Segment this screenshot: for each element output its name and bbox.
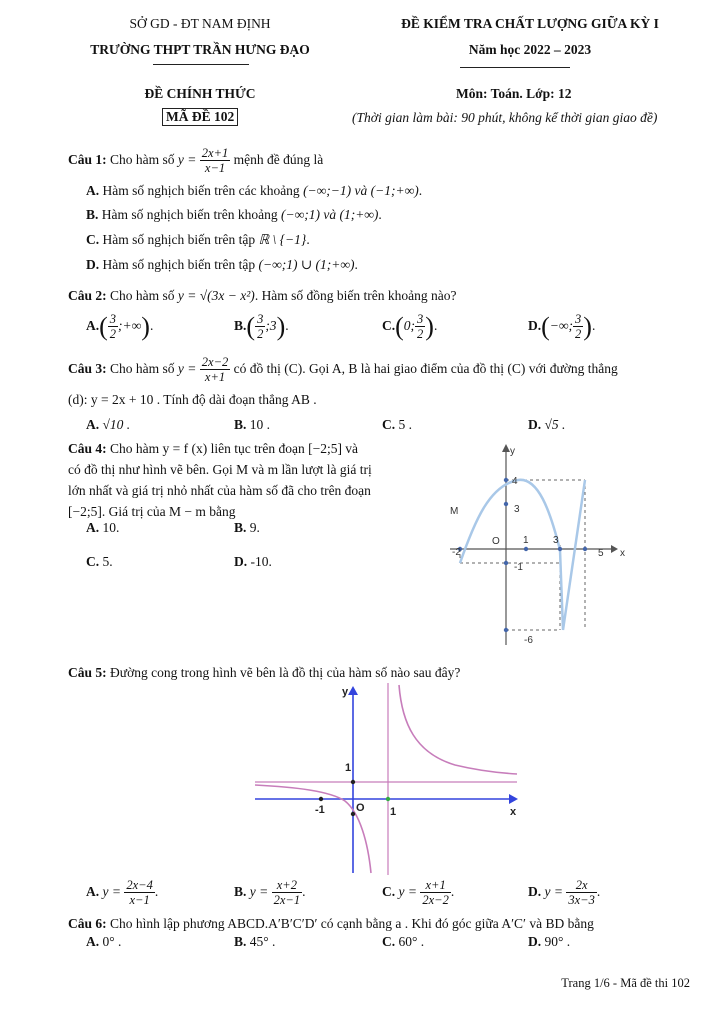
q2-option-d-den: 2 [575, 327, 582, 342]
q5-option-d-fn: y = [544, 884, 563, 899]
q1-option-c[interactable] [86, 232, 310, 248]
q4-line-4: [−2;5]. Giá trị của M − m bằng [68, 504, 236, 519]
q2-option-c-head: 0; [403, 318, 416, 333]
q2-option-b-label: B. [234, 318, 247, 333]
q4-curve [460, 480, 585, 630]
q2-option-b[interactable]: B.( $\frac{3}{2}$ ;3). [234, 311, 289, 342]
q5-option-a-fn: y = [102, 884, 121, 899]
q4-point-x1 [524, 547, 528, 551]
q1-option-d-end: . [354, 257, 358, 272]
q4-point-x5 [583, 547, 587, 551]
q3-option-d[interactable] [528, 417, 565, 433]
q1-option-c-label: C. [86, 232, 100, 247]
q1-option-a-text: Hàm số nghịch biến trên các khoảng [102, 183, 300, 198]
q4-graph [430, 440, 630, 652]
q5-option-b-fn: y = [249, 884, 269, 899]
q5-option-a-num: 2x−4 [126, 878, 153, 893]
q6-option-c[interactable] [382, 934, 424, 950]
q5-option-b-den: 2x−1 [273, 893, 301, 908]
q4-label: Câu 4: [68, 441, 107, 456]
q3-option-d-label: D. [528, 417, 542, 432]
q1-option-b-label: B. [86, 207, 99, 222]
q3-num: 2x−2 [201, 355, 229, 370]
q2-fn: y = √(3x − x²) [177, 288, 255, 303]
official-label: ĐỀ CHÍNH THỨC [144, 86, 256, 101]
q5-label-O: O [356, 802, 365, 814]
q4-option-d[interactable] [234, 554, 272, 570]
q6-stem [68, 916, 594, 932]
page-footer: Trang 1/6 - Mã đề thi 102 [561, 976, 690, 990]
q3-fn-y: y = [177, 361, 197, 376]
q3-pre: Cho hàm số [110, 361, 175, 376]
q5-stem [68, 665, 460, 681]
q4-label-3x: 3 [553, 535, 559, 546]
q5-y-arrow [348, 686, 358, 695]
q2-option-a[interactable]: A.( $\frac{3}{2}$ ;+∞). [86, 311, 154, 342]
q4-label-x: x [620, 548, 625, 559]
q4-label-neg1: -1 [514, 562, 523, 573]
q2-option-c-num: 3 [417, 312, 424, 327]
time-note: (Thời gian làm bài: 90 phút, không kể thời gian giao đề) [352, 110, 658, 125]
q6-option-c-label: C. [382, 934, 396, 949]
q2-option-a-tail: ;+∞ [118, 318, 142, 333]
q2-option-d-label: D. [528, 318, 542, 333]
q5-option-c-num: x+1 [420, 878, 450, 893]
q3-option-b-text: 10 . [249, 417, 271, 432]
q6-option-b-text: 45° . [249, 934, 276, 949]
q5-option-c[interactable]: C. y = $\frac{x+1}{2x-2}$ . [382, 878, 455, 908]
q4-stem [68, 438, 414, 522]
school-year: Năm học 2022 – 2023 [468, 42, 592, 57]
q5-label-1y: 1 [345, 762, 352, 774]
q6-option-d-label: D. [528, 934, 542, 949]
q5-option-d-den: 3x−3 [568, 893, 595, 908]
q1-option-b[interactable] [86, 207, 382, 223]
subject: Môn: Toán. Lớp: 12 [456, 86, 572, 101]
q5-option-b-label: B. [234, 884, 247, 899]
q5-option-b-num: x+2 [272, 878, 302, 893]
q2-option-c-den: 2 [417, 327, 424, 342]
q1-option-d[interactable] [86, 257, 358, 273]
q5-point-intercept [351, 812, 355, 816]
q4-option-d-text: -10. [250, 554, 272, 569]
q1-option-c-end: . [306, 232, 310, 247]
q2-post: . Hàm số đồng biến trên khoảng nào? [254, 288, 457, 303]
q4-x-arrow [611, 545, 618, 553]
q4-option-a[interactable] [86, 520, 119, 536]
q3-stem [68, 352, 618, 386]
q1-option-a-label: A. [86, 183, 100, 198]
q5-right-branch [399, 685, 517, 774]
q2-option-a-label: A. [86, 318, 100, 333]
q6-option-a-text: 0° . [102, 934, 122, 949]
q5-option-d[interactable]: D. y = $\frac{2x}{3x-3}$ . [528, 878, 601, 908]
q3-option-c-label: C. [382, 417, 396, 432]
dept-name: SỞ GD - ĐT NAM ĐỊNH [129, 16, 271, 31]
q1-fn-y: y = [177, 152, 197, 167]
q1-pre: Cho hàm số [110, 152, 175, 167]
q4-option-b-label: B. [234, 520, 247, 535]
q1-post: mệnh đề đúng là [233, 152, 324, 167]
q4-point-neg6 [504, 628, 508, 632]
q6-text: Cho hình lập phương ABCD.A′B′C′D′ có cạnh bằng a . Khi đó góc giữa A′C′ và BD bằng [110, 916, 594, 931]
q5-point-1x [386, 797, 390, 801]
q4-label-5: 5 [598, 548, 604, 559]
q3-option-a-text: √10 . [102, 417, 131, 432]
q5-label-x: x [510, 806, 517, 818]
q2-option-b-num: 3 [257, 312, 264, 327]
q3-line2: (d): y = 2x + 10 . Tính độ dài đoạn thẳng AB . [68, 392, 317, 407]
q6-option-b-label: B. [234, 934, 247, 949]
q5-option-c-label: C. [382, 884, 396, 899]
q6-option-d[interactable] [528, 934, 570, 950]
q3-fraction [200, 355, 230, 384]
exam-code: MÃ ĐỀ 102 [162, 108, 238, 126]
q1-stem [68, 143, 323, 177]
q4-option-b[interactable] [234, 520, 260, 536]
q2-option-b-den: 2 [257, 327, 264, 342]
q5-x-arrow [509, 794, 518, 804]
q6-label: Câu 6: [68, 916, 107, 931]
q4-option-b-text: 9. [249, 520, 260, 535]
q4-option-a-label: A. [86, 520, 100, 535]
q1-num: 2x+1 [201, 146, 229, 161]
q1-option-b-math: (−∞;1) và (1;+∞) [280, 207, 379, 222]
q3-den: x+1 [204, 370, 226, 385]
q1-label: Câu 1: [68, 152, 107, 167]
q4-label-M: M [450, 506, 459, 517]
header-divider-right [460, 67, 570, 68]
q3-option-d-text: √5 . [544, 417, 566, 432]
q5-point-neg1 [319, 797, 323, 801]
q4-label-3y: 3 [514, 504, 520, 515]
q3-post: có đồ thị (C). Gọi A, B là hai giao điểm của đồ thị (C) với đường thẳng [233, 361, 618, 376]
q1-option-b-end: . [378, 207, 382, 222]
q5-label-1x: 1 [390, 806, 397, 818]
q1-option-c-math: ℝ \ {−1} [258, 232, 307, 247]
q5-label-neg1: -1 [315, 804, 325, 816]
q3-option-c-text: 5 . [398, 417, 412, 432]
q4-line-2: có đồ thị như hình vẽ bên. Gọi M và m lần lượt là giá trị [68, 462, 372, 477]
q5-option-a[interactable]: A. y = $\frac{2x-4}{x-1}$ . [86, 878, 159, 908]
header-divider-left [153, 64, 249, 65]
q4-point-neg1 [504, 561, 508, 565]
q3-option-a-label: A. [86, 417, 100, 432]
q5-option-c-den: 2x−2 [422, 893, 449, 908]
q1-option-d-math: (−∞;1) ∪ (1;+∞) [258, 257, 355, 272]
q4-label-4: 4 [512, 476, 518, 487]
q4-line-3: lớn nhất và giá trị nhỏ nhất của hàm số đã cho trên đoạn [68, 483, 371, 498]
q4-label-neg2: -2 [452, 547, 461, 558]
q4-label-1: 1 [523, 535, 529, 546]
q1-option-b-text: Hàm số nghịch biến trên khoảng [101, 207, 278, 222]
q3-label: Câu 3: [68, 361, 107, 376]
q3-option-a[interactable] [86, 417, 130, 433]
q2-option-c[interactable]: C.(0; $\frac{3}{2}$ ). [382, 311, 438, 342]
q2-option-d[interactable]: D.(−∞; $\frac{3}{2}$ ). [528, 311, 596, 342]
q4-option-c-text: 5. [102, 554, 113, 569]
q4-option-a-text: 10. [102, 520, 120, 535]
q2-pre: Cho hàm số [110, 288, 175, 303]
q1-option-a-math: (−∞;−1) và (−1;+∞) [303, 183, 419, 198]
q2-option-d-num: 3 [575, 312, 582, 327]
q4-point-3 [504, 502, 508, 506]
q1-fraction [200, 146, 230, 175]
q4-label-O: O [492, 536, 500, 547]
q4-option-d-label: D. [234, 554, 248, 569]
q5-label: Câu 5: [68, 665, 107, 680]
q5-label-y: y [342, 686, 349, 698]
q5-option-c-fn: y = [398, 884, 417, 899]
q4-point-x3 [558, 547, 562, 551]
q5-option-a-label: A. [86, 884, 100, 899]
q1-option-d-text: Hàm số nghịch biến trên tập [102, 257, 256, 272]
q6-option-a[interactable] [86, 934, 121, 950]
q6-option-c-text: 60° . [398, 934, 425, 949]
school-name: TRƯỜNG THPT TRẦN HƯNG ĐẠO [90, 42, 310, 57]
q5-text: Đường cong trong hình vẽ bên là đồ thị của hàm số nào sau đây? [110, 665, 461, 680]
q2-label: Câu 2: [68, 288, 107, 303]
q2-option-c-label: C. [382, 318, 396, 333]
exam-title: ĐỀ KIỂM TRA CHẤT LƯỢNG GIỮA KỲ I [401, 16, 659, 31]
q4-label-y: y [510, 446, 515, 457]
q5-graph [255, 683, 525, 875]
q1-option-c-text: Hàm số nghịch biến trên tập [102, 232, 256, 247]
q1-den: x−1 [204, 161, 226, 176]
q3-option-c[interactable] [382, 417, 412, 433]
q4-option-c[interactable] [86, 554, 113, 570]
q6-option-b[interactable] [234, 934, 275, 950]
q4-line-1: Cho hàm y = f (x) liên tục trên đoạn [−2;5] và [110, 441, 359, 456]
q2-option-b-tail: ;3 [265, 318, 277, 333]
q1-option-d-label: D. [86, 257, 100, 272]
q5-option-d-label: D. [528, 884, 542, 899]
q4-point-4 [504, 478, 508, 482]
q2-stem [68, 288, 457, 304]
q5-option-d-num: 2x [566, 878, 596, 893]
q5-option-a-den: x−1 [129, 893, 150, 908]
q2-option-a-den: 2 [109, 327, 117, 342]
q5-point-1y [351, 780, 355, 784]
q5-option-b[interactable]: B. y = $\frac{x+2}{2x-1}$ . [234, 878, 306, 908]
q1-option-a-end: . [418, 183, 423, 198]
q3-option-b-label: B. [234, 417, 247, 432]
q3-option-b[interactable] [234, 417, 270, 433]
q4-option-c-label: C. [86, 554, 100, 569]
q2-option-a-num: 3 [109, 312, 117, 327]
q4-y-arrow [502, 444, 510, 452]
q2-option-d-head: −∞; [549, 318, 574, 333]
q1-option-a[interactable] [86, 183, 422, 199]
q6-option-d-text: 90° . [544, 934, 571, 949]
q4-label-neg6: -6 [524, 635, 533, 646]
q6-option-a-label: A. [86, 934, 100, 949]
